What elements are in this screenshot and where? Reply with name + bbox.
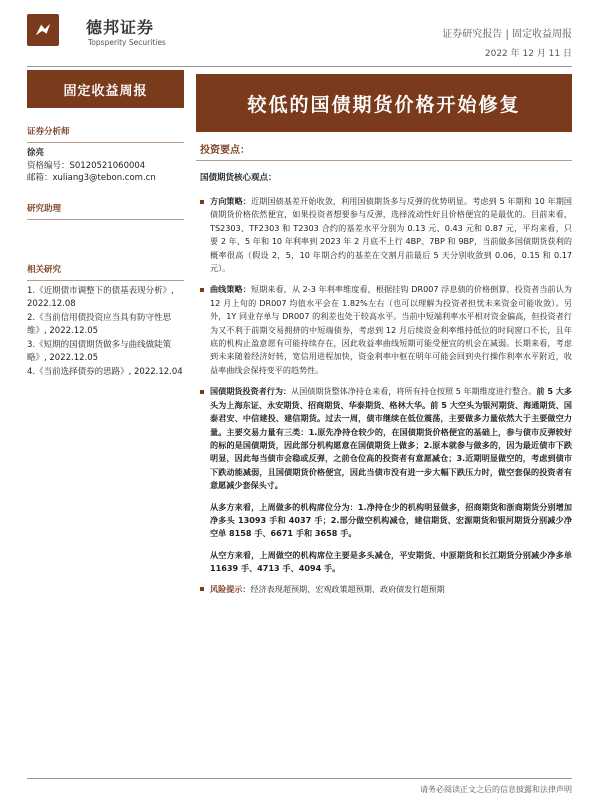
sidebar-divider	[27, 142, 184, 143]
risk-text: 经济表现超预期、宏观政策超预期、政府债发行超预期	[250, 583, 445, 594]
curve-lead: 曲线策略：	[210, 284, 251, 295]
brand-name-cn: 德邦证券	[86, 18, 155, 37]
long-side-text: 从多方来看，上周做多的机构席位分为：1.净持仓少的机构明显做多，招商期货和浙商期货分别增加净多头 13093 手和 4037 手；2.部分做空机构减仓，建信期货、宏源期货和银河期货分别减少净空单 8158 手、6671 手和 3658 手。	[210, 501, 572, 539]
curve-text: 短期来看，从 2-3 年利率维度看，根据挂钩 DR007 浮息债的价格倒算，投资者当前认为 12 月上旬的 DR007 均值水平会在 1.82%左右（也可以理解为投资者担忧未来资金可能收敛）。另外，1Y 同业存单与 DR007 的利差也处于较高水平。当前中短端利率水平相对资金偏高，但投资者行为又不利于前期交易拥挤的中短端债券，考虑到 12 月后续资金利率维持低位的时间窗口不长，且年底的机构止盈意愿有可能持续存在，因此收益率曲线短期可能受便宜的机会在减弱。长期来看，考虑到未来随着经济好转，宽信用进程加快，资金利率中枢在明年可能会回到央行操作利率水平附近，收益率曲线会保持变平的趋势性。	[210, 284, 572, 375]
report-type: 证券研究报告 | 固定收益周报	[442, 29, 572, 40]
bullet-icon	[200, 587, 204, 591]
brand-name-en: Topsperity Securities	[88, 38, 166, 47]
bullet-icon	[200, 390, 204, 394]
sidebar	[27, 114, 184, 380]
analyst-email[interactable]: 邮箱：xuliang3@tebon.com.cn	[27, 173, 156, 183]
investor-lead: 国债期货投资者行为：	[210, 386, 292, 397]
footer-divider	[27, 778, 572, 779]
related-report-item[interactable]: 2.《当前信用债投资应当具有防守性思维》, 2022.12.05	[27, 312, 172, 336]
investor-text-1: 从国债期货整体净持仓来看，将所有持仓按照 5 年期维度进行整合。	[291, 386, 537, 397]
long-side	[196, 501, 572, 541]
related-heading: 相关研究	[27, 264, 62, 275]
report-title: 较低的国债期货价格开始修复	[196, 74, 572, 132]
bullet-icon	[200, 200, 204, 204]
related-report-item[interactable]: 3.《短期的国债期货做多与曲线做陡策略》, 2022.12.05	[27, 339, 172, 363]
category-banner: 固定收益周报	[27, 70, 184, 108]
short-side	[196, 549, 572, 576]
header-divider	[27, 66, 572, 67]
direction-strategy	[196, 195, 572, 275]
investor-text-2: 前 5 大多头为上海东证、永安期货、招商期货、华泰期货、格林大华。前 5 大空头为银河期货、海通期货、国泰君安、中信建投、建信期货。过去一周，债市继续在低位震荡，主要做多力量依然大于主要做空力量。主要交易力量有三类：1.原先净持仓较少的，在国债期货价格便宜的基础上，参与债市反弹较好的标的是国债期货，因此部分机构愿意在国债期货上做多；2.原本就参与做多的，因为最近债市下跌明显，因此每当债市会稳或反弹，之前仓位高的投资者有意愿减仓；3.近期明显做空的，考虑到债市下跌动能减弱，且国债期货价格便宜，因此当债市没有进一步大幅下跌压力时，做空套保的投资者有意愿减少套保头寸。	[210, 386, 572, 491]
bullet-icon	[200, 288, 204, 292]
analyst-name: 徐亮	[27, 148, 45, 158]
sidebar-divider	[27, 219, 184, 220]
related-report-item[interactable]: 4.《当前选择债券的思路》, 2022.12.04	[27, 366, 183, 377]
section-divider	[196, 160, 572, 161]
related-report-item[interactable]: 1.《近期债市调整下的债基表现分析》, 2022.12.08	[27, 285, 174, 309]
analyst-license: 资格编号：S0120521060004	[27, 160, 146, 171]
footer-disclaimer: 请务必阅读正文之后的信息披露和法律声明	[420, 785, 572, 794]
risk-warning	[196, 584, 572, 595]
assistant-heading: 研究助理	[27, 203, 62, 214]
core-view-title: 国债期货核心观点：	[200, 173, 277, 183]
main-content	[196, 136, 572, 595]
curve-strategy	[196, 283, 572, 377]
investor-behavior	[196, 385, 572, 492]
risk-lead: 风险提示：	[210, 583, 251, 594]
direction-text: 近期国债基差开始收敛，利用国债期货多与反弹的优势明显。考虑到 5 年期和 10 年期国债期货价格依然便宜，如果投资者想要参与反弹，选择流动性好且价格便宜的是最优的。目前来看，TS2303、TF2303 和 T2303 合约的基差水平分别为 0.13 元、0.43 元和 0.87 元，平均来看，只要 2 年、5 年和 10 年利率到 2023 年 2 月底不上行 4BP、7BP 和 9BP，当前做多国债期货获利的概率很高（假设 2，5，10 年期合约的基差在交割月前最后 5 天分别收敛到 0.06，0.15 和 0.17 元）。	[210, 196, 572, 274]
brand-logo	[27, 14, 79, 58]
report-date: 2022 年 12 月 11 日	[484, 49, 572, 59]
logo-mark-icon	[27, 14, 59, 46]
section-heading: 投资要点：	[200, 145, 250, 156]
sidebar-divider	[27, 280, 184, 281]
analyst-heading: 证券分析师	[27, 127, 70, 137]
short-side-text: 从空方来看，上周做空的机构席位主要是多头减仓，平安期货、中原期货和长江期货分别减少净多单 11639 手、4713 手、4094 手。	[210, 549, 572, 574]
direction-lead: 方向策略：	[210, 196, 251, 206]
